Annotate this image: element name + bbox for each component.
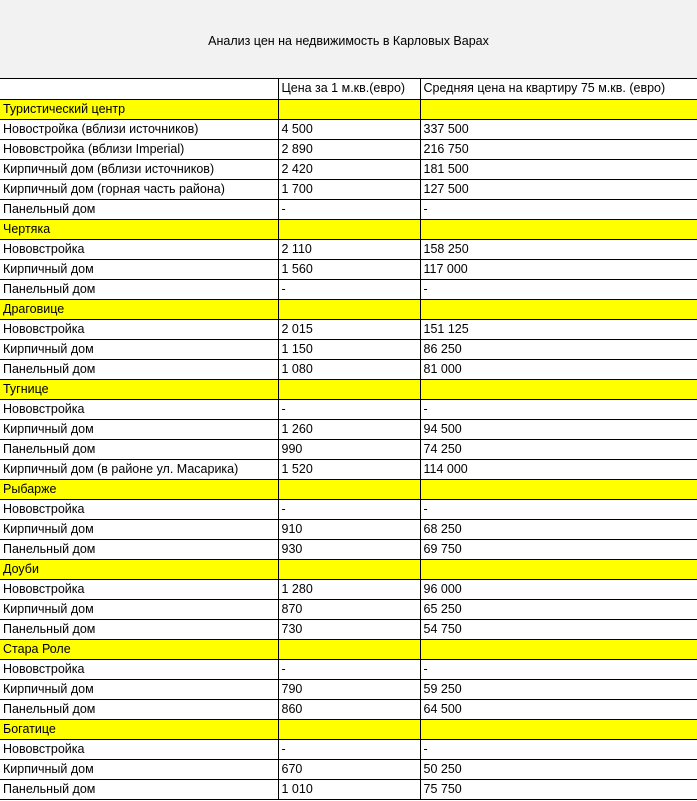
table-row [0, 359, 697, 379]
property-type-cell[interactable]: Нововстройка [0, 659, 278, 679]
property-type-cell[interactable]: Нововстройка [0, 319, 278, 339]
avg-price-cell[interactable]: 59 250 [420, 679, 697, 699]
property-type-cell[interactable]: Панельный дом [0, 439, 278, 459]
property-type-cell[interactable]: Кирпичный дом [0, 679, 278, 699]
table-row [0, 459, 697, 479]
section-row [0, 299, 697, 319]
avg-price-cell[interactable]: 65 250 [420, 599, 697, 619]
avg-price-cell[interactable]: - [420, 739, 697, 759]
property-type-cell[interactable]: Панельный дом [0, 699, 278, 719]
header-cell-price-m2[interactable]: Цена за 1 м.кв.(евро) [278, 79, 420, 99]
property-type-cell[interactable]: Панельный дом [0, 199, 278, 219]
avg-price-cell[interactable]: 181 500 [420, 159, 697, 179]
section-empty-cell[interactable] [420, 479, 697, 499]
table-row [0, 319, 697, 339]
property-type-cell[interactable]: Панельный дом [0, 779, 278, 799]
table-row [0, 759, 697, 779]
section-name-cell[interactable]: Доуби [0, 559, 278, 579]
price-per-m2-cell[interactable]: - [278, 499, 420, 519]
table-row [0, 419, 697, 439]
price-per-m2-cell[interactable]: 1 560 [278, 259, 420, 279]
property-type-cell[interactable]: Нововстройка (вблизи Imperial) [0, 139, 278, 159]
price-table-body [0, 79, 697, 799]
price-per-m2-cell[interactable]: 2 110 [278, 239, 420, 259]
property-type-cell[interactable]: Нововстройка [0, 739, 278, 759]
price-per-m2-cell[interactable]: 2 890 [278, 139, 420, 159]
avg-price-cell[interactable]: 75 750 [420, 779, 697, 799]
section-empty-cell[interactable] [278, 559, 420, 579]
table-header-row [0, 79, 697, 99]
section-name-cell[interactable]: Туристический центр [0, 99, 278, 119]
property-type-cell[interactable]: Нововстройка [0, 499, 278, 519]
avg-price-cell[interactable]: 114 000 [420, 459, 697, 479]
price-per-m2-cell[interactable]: 1 080 [278, 359, 420, 379]
table-row [0, 199, 697, 219]
section-empty-cell[interactable] [278, 379, 420, 399]
avg-price-cell[interactable]: - [420, 399, 697, 419]
property-type-cell[interactable]: Панельный дом [0, 619, 278, 639]
section-name-cell[interactable]: Драговице [0, 299, 278, 319]
avg-price-cell[interactable]: - [420, 279, 697, 299]
section-empty-cell[interactable] [278, 299, 420, 319]
table-row [0, 519, 697, 539]
price-per-m2-cell[interactable]: 990 [278, 439, 420, 459]
title-bar [0, 0, 697, 79]
avg-price-cell[interactable]: 158 250 [420, 239, 697, 259]
price-per-m2-cell[interactable]: - [278, 659, 420, 679]
table-row [0, 179, 697, 199]
section-name-cell[interactable]: Тугнице [0, 379, 278, 399]
table-row [0, 779, 697, 799]
section-name-cell[interactable]: Богатице [0, 719, 278, 739]
price-per-m2-cell[interactable]: 1 520 [278, 459, 420, 479]
price-table [0, 79, 697, 800]
section-name-cell[interactable]: Чертяка [0, 219, 278, 239]
table-row [0, 259, 697, 279]
section-empty-cell[interactable] [278, 219, 420, 239]
table-row [0, 599, 697, 619]
price-per-m2-cell[interactable]: - [278, 399, 420, 419]
price-per-m2-cell[interactable]: 910 [278, 519, 420, 539]
table-row [0, 659, 697, 679]
property-type-cell[interactable]: Панельный дом [0, 359, 278, 379]
section-empty-cell[interactable] [420, 219, 697, 239]
avg-price-cell[interactable]: 337 500 [420, 119, 697, 139]
section-empty-cell[interactable] [278, 719, 420, 739]
section-name-cell[interactable]: Стара Роле [0, 639, 278, 659]
page-title: Анализ цен на недвижимость в Карловых Варах [208, 34, 489, 48]
section-row [0, 379, 697, 399]
section-empty-cell[interactable] [420, 719, 697, 739]
table-row [0, 579, 697, 599]
property-type-cell[interactable]: Кирпичный дом [0, 339, 278, 359]
table-row [0, 339, 697, 359]
price-per-m2-cell[interactable]: 790 [278, 679, 420, 699]
property-type-cell[interactable]: Кирпичный дом (горная часть района) [0, 179, 278, 199]
table-row [0, 739, 697, 759]
price-per-m2-cell[interactable]: - [278, 279, 420, 299]
property-type-cell[interactable]: Новостройка (вблизи источников) [0, 119, 278, 139]
price-per-m2-cell[interactable]: 1 260 [278, 419, 420, 439]
property-type-cell[interactable]: Нововстройка [0, 399, 278, 419]
section-empty-cell[interactable] [420, 639, 697, 659]
avg-price-cell[interactable]: 54 750 [420, 619, 697, 639]
price-per-m2-cell[interactable]: 670 [278, 759, 420, 779]
price-per-m2-cell[interactable]: 2 015 [278, 319, 420, 339]
section-row [0, 639, 697, 659]
avg-price-cell[interactable]: 117 000 [420, 259, 697, 279]
header-cell-avg-price[interactable]: Средняя цена на квартиру 75 м.кв. (евро) [420, 79, 697, 99]
property-type-cell[interactable]: Кирпичный дом [0, 259, 278, 279]
price-per-m2-cell[interactable]: 1 150 [278, 339, 420, 359]
table-row [0, 619, 697, 639]
section-row [0, 559, 697, 579]
property-type-cell[interactable]: Кирпичный дом (в районе ул. Масарика) [0, 459, 278, 479]
price-per-m2-cell[interactable]: 1 280 [278, 579, 420, 599]
section-name-cell[interactable]: Рыбарже [0, 479, 278, 499]
table-row [0, 159, 697, 179]
avg-price-cell[interactable]: 94 500 [420, 419, 697, 439]
section-row [0, 479, 697, 499]
section-empty-cell[interactable] [420, 299, 697, 319]
property-type-cell[interactable]: Кирпичный дом [0, 599, 278, 619]
avg-price-cell[interactable]: - [420, 659, 697, 679]
table-row [0, 539, 697, 559]
section-row [0, 719, 697, 739]
avg-price-cell[interactable]: - [420, 199, 697, 219]
property-type-cell[interactable]: Нововстройка [0, 239, 278, 259]
property-type-cell[interactable]: Кирпичный дом [0, 419, 278, 439]
avg-price-cell[interactable]: 69 750 [420, 539, 697, 559]
price-per-m2-cell[interactable]: 1 010 [278, 779, 420, 799]
avg-price-cell[interactable]: 127 500 [420, 179, 697, 199]
price-per-m2-cell[interactable]: 2 420 [278, 159, 420, 179]
price-per-m2-cell[interactable]: 730 [278, 619, 420, 639]
property-type-cell[interactable]: Кирпичный дом (вблизи источников) [0, 159, 278, 179]
avg-price-cell[interactable]: 81 000 [420, 359, 697, 379]
price-per-m2-cell[interactable]: 860 [278, 699, 420, 719]
property-type-cell[interactable]: Нововстройка [0, 579, 278, 599]
avg-price-cell[interactable]: 86 250 [420, 339, 697, 359]
table-row [0, 239, 697, 259]
price-per-m2-cell[interactable]: - [278, 199, 420, 219]
price-per-m2-cell[interactable]: 930 [278, 539, 420, 559]
avg-price-cell[interactable]: - [420, 499, 697, 519]
price-per-m2-cell[interactable]: - [278, 739, 420, 759]
section-row [0, 219, 697, 239]
price-per-m2-cell[interactable]: 4 500 [278, 119, 420, 139]
section-row [0, 99, 697, 119]
table-row [0, 679, 697, 699]
avg-price-cell[interactable]: 64 500 [420, 699, 697, 719]
table-row [0, 139, 697, 159]
property-type-cell[interactable]: Панельный дом [0, 279, 278, 299]
price-per-m2-cell[interactable]: 870 [278, 599, 420, 619]
section-empty-cell[interactable] [278, 479, 420, 499]
section-empty-cell[interactable] [420, 99, 697, 119]
avg-price-cell[interactable]: 216 750 [420, 139, 697, 159]
avg-price-cell[interactable]: 50 250 [420, 759, 697, 779]
price-per-m2-cell[interactable]: 1 700 [278, 179, 420, 199]
property-type-cell[interactable]: Кирпичный дом [0, 519, 278, 539]
avg-price-cell[interactable]: 151 125 [420, 319, 697, 339]
property-type-cell[interactable]: Панельный дом [0, 539, 278, 559]
table-row [0, 439, 697, 459]
avg-price-cell[interactable]: 74 250 [420, 439, 697, 459]
section-empty-cell[interactable] [278, 99, 420, 119]
table-row [0, 699, 697, 719]
section-empty-cell[interactable] [420, 379, 697, 399]
property-type-cell[interactable]: Кирпичный дом [0, 759, 278, 779]
table-row [0, 119, 697, 139]
header-cell-name[interactable] [0, 79, 278, 99]
section-empty-cell[interactable] [278, 639, 420, 659]
table-row [0, 499, 697, 519]
avg-price-cell[interactable]: 96 000 [420, 579, 697, 599]
table-row [0, 279, 697, 299]
table-row [0, 399, 697, 419]
section-empty-cell[interactable] [420, 559, 697, 579]
avg-price-cell[interactable]: 68 250 [420, 519, 697, 539]
